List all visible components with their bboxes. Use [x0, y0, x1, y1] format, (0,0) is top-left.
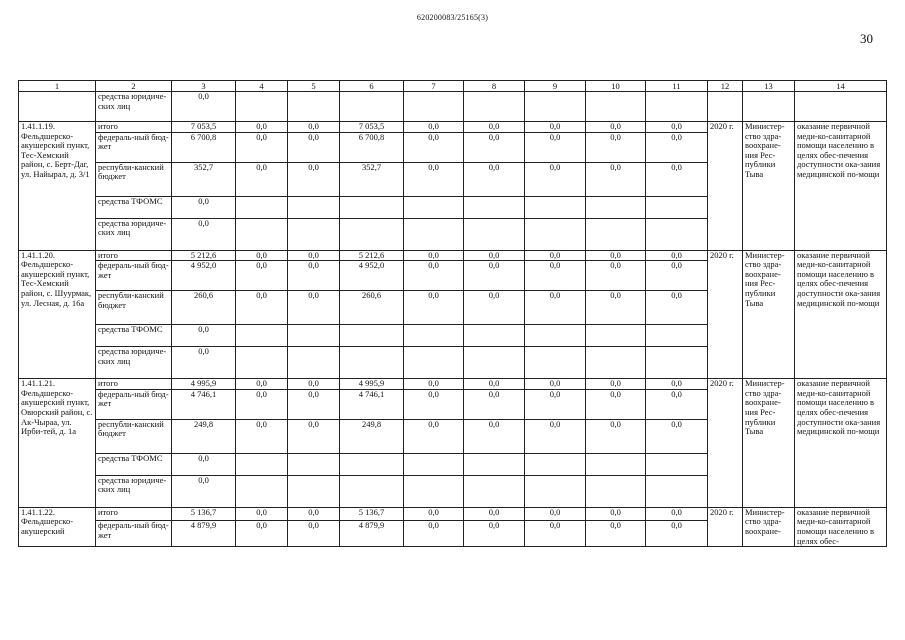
- document-id: 620200083/25165(3): [416, 13, 489, 22]
- amount-cell: 5 136,7: [340, 507, 404, 521]
- empty-cell: [236, 453, 288, 475]
- facility-name: 1.41.1.21. Фельдшерско-акушерский пункт, Овюрский район, с. Ак-Чыраа, ул. Ирби-тей, д. 1а: [19, 379, 96, 508]
- amount-cell: 352,7: [340, 162, 404, 196]
- amount-cell: 0,0: [288, 261, 340, 291]
- amount-cell: 0,0: [464, 507, 525, 521]
- amount-cell: 0,0: [172, 196, 236, 218]
- amount-cell: 260,6: [340, 291, 404, 325]
- facility-name: 1.41.1.19. Фельдшерско-акушерский пункт, Тес-Хемский район, с. Берт-Даг, ул. Найырал, д. 3/1: [19, 122, 96, 251]
- amount-cell: 0,0: [586, 291, 646, 325]
- amount-cell: 0,0: [646, 419, 708, 453]
- amount-cell: 0,0: [288, 250, 340, 261]
- amount-cell: 0,0: [646, 261, 708, 291]
- source-label: итого: [96, 507, 172, 521]
- amount-cell: 0,0: [404, 419, 464, 453]
- amount-cell: 4 746,1: [172, 389, 236, 419]
- amount-cell: 0,0: [464, 389, 525, 419]
- empty-cell: [340, 218, 404, 250]
- amount-cell: 0,0: [236, 291, 288, 325]
- amount-cell: 0,0: [464, 132, 525, 162]
- empty-cell: [340, 196, 404, 218]
- amount-cell: 0,0: [404, 507, 464, 521]
- amount-cell: 0,0: [236, 122, 288, 133]
- year-cell: 2020 г.: [708, 122, 743, 251]
- amount-cell: 0,0: [525, 132, 586, 162]
- empty-cell: [236, 347, 288, 379]
- amount-cell: 0,0: [288, 122, 340, 133]
- amount-cell: 0,0: [404, 162, 464, 196]
- amount-cell: 0,0: [525, 162, 586, 196]
- empty-cell: [236, 92, 288, 122]
- result-cell: оказание первичной меди-ко-санитарной помощи населению в целях обес-печения доступности ока-зания медицинской по-мощи: [795, 122, 887, 251]
- amount-cell: 5 212,6: [172, 250, 236, 261]
- empty-cell: [525, 453, 586, 475]
- amount-cell: 0,0: [586, 379, 646, 390]
- amount-cell: 4 879,9: [172, 521, 236, 547]
- amount-cell: 6 700,8: [340, 132, 404, 162]
- amount-cell: 0,0: [646, 507, 708, 521]
- amount-cell: 0,0: [646, 379, 708, 390]
- empty-cell: [404, 475, 464, 507]
- source-label: средства ТФОМС: [96, 196, 172, 218]
- column-number: 9: [525, 81, 586, 92]
- empty-cell: [288, 453, 340, 475]
- table-row: [19, 250, 887, 261]
- result-cell: оказание первичной меди-ко-санитарной помощи населению в целях обес-: [795, 507, 887, 546]
- empty-cell: [586, 325, 646, 347]
- column-number: 7: [404, 81, 464, 92]
- source-label: республи-канский бюджет: [96, 419, 172, 453]
- amount-cell: 0,0: [404, 122, 464, 133]
- column-number: 14: [795, 81, 887, 92]
- amount-cell: 0,0: [464, 250, 525, 261]
- empty-cell: [795, 92, 887, 122]
- empty-cell: [708, 92, 743, 122]
- amount-cell: 5 212,6: [340, 250, 404, 261]
- empty-cell: [464, 325, 525, 347]
- empty-cell: [236, 218, 288, 250]
- amount-cell: 4 952,0: [340, 261, 404, 291]
- amount-cell: 0,0: [586, 122, 646, 133]
- amount-cell: 249,8: [172, 419, 236, 453]
- executor-cell: Министер-ство здра-воохране-ния Рес-публики Тыва: [743, 122, 795, 251]
- source-label: итого: [96, 122, 172, 133]
- empty-cell: [340, 475, 404, 507]
- empty-cell: [646, 196, 708, 218]
- amount-cell: 0,0: [586, 389, 646, 419]
- amount-cell: 0,0: [646, 250, 708, 261]
- facility-name: 1.41.1.22. Фельдшерско-акушерский: [19, 507, 96, 546]
- column-number: 12: [708, 81, 743, 92]
- amount-cell: 0,0: [404, 389, 464, 419]
- amount-cell: 0,0: [525, 419, 586, 453]
- amount-cell: 0,0: [586, 250, 646, 261]
- empty-cell: [464, 196, 525, 218]
- empty-cell: [288, 347, 340, 379]
- empty-cell: [464, 453, 525, 475]
- empty-cell: [404, 218, 464, 250]
- amount-cell: 0,0: [172, 218, 236, 250]
- source-label: средства юридиче-ских лиц: [96, 475, 172, 507]
- empty-cell: [586, 92, 646, 122]
- amount-cell: 0,0: [236, 521, 288, 547]
- amount-cell: 0,0: [236, 132, 288, 162]
- amount-cell: 0,0: [646, 162, 708, 196]
- column-number: 5: [288, 81, 340, 92]
- amount-cell: 0,0: [404, 261, 464, 291]
- amount-cell: 0,0: [525, 507, 586, 521]
- amount-cell: 0,0: [288, 132, 340, 162]
- source-label: федераль-ный бюд-жет: [96, 521, 172, 547]
- amount-cell: 0,0: [236, 419, 288, 453]
- empty-cell: [646, 453, 708, 475]
- source-label: итого: [96, 250, 172, 261]
- empty-cell: [288, 475, 340, 507]
- empty-cell: [586, 347, 646, 379]
- source-label: федераль-ный бюд-жет: [96, 389, 172, 419]
- empty-cell: [464, 218, 525, 250]
- empty-cell: [404, 325, 464, 347]
- amount-cell: 4 879,9: [340, 521, 404, 547]
- empty-cell: [404, 453, 464, 475]
- amount-cell: 0,0: [172, 325, 236, 347]
- amount-cell: 0,0: [646, 389, 708, 419]
- amount-cell: 0,0: [288, 162, 340, 196]
- source-label: республи-канский бюджет: [96, 162, 172, 196]
- source-label: средства ТФОМС: [96, 325, 172, 347]
- column-number: 4: [236, 81, 288, 92]
- source-label: федераль-ный бюд-жет: [96, 132, 172, 162]
- amount-cell: 0,0: [172, 347, 236, 379]
- table-row: [19, 92, 887, 122]
- year-cell: 2020 г.: [708, 507, 743, 546]
- amount-cell: 0,0: [586, 419, 646, 453]
- amount-cell: 249,8: [340, 419, 404, 453]
- empty-cell: [525, 475, 586, 507]
- column-number: 11: [646, 81, 708, 92]
- amount-cell: 4 995,9: [340, 379, 404, 390]
- amount-cell: 0,0: [525, 389, 586, 419]
- empty-cell: [525, 347, 586, 379]
- amount-cell: 7 053,5: [340, 122, 404, 133]
- amount-cell: 0,0: [586, 521, 646, 547]
- amount-cell: 0,0: [288, 419, 340, 453]
- amount-cell: 0,0: [288, 389, 340, 419]
- amount-cell: 0,0: [172, 475, 236, 507]
- amount-cell: 0,0: [464, 162, 525, 196]
- empty-cell: [646, 347, 708, 379]
- column-number: 1: [19, 81, 96, 92]
- empty-cell: [340, 325, 404, 347]
- amount-cell: 0,0: [172, 453, 236, 475]
- column-number: 13: [743, 81, 795, 92]
- amount-cell: 4 746,1: [340, 389, 404, 419]
- amount-cell: 0,0: [288, 521, 340, 547]
- amount-cell: 0,0: [172, 92, 236, 122]
- column-number: 2: [96, 81, 172, 92]
- amount-cell: 0,0: [236, 162, 288, 196]
- empty-cell: [288, 196, 340, 218]
- empty-cell: [288, 92, 340, 122]
- table-row: [19, 507, 887, 521]
- table-row: [19, 122, 887, 133]
- empty-cell: [646, 92, 708, 122]
- source-label: итого: [96, 379, 172, 390]
- empty-cell: [340, 347, 404, 379]
- column-number: 6: [340, 81, 404, 92]
- amount-cell: 0,0: [404, 379, 464, 390]
- amount-cell: 0,0: [646, 521, 708, 547]
- amount-cell: 0,0: [586, 132, 646, 162]
- amount-cell: 4 952,0: [172, 261, 236, 291]
- empty-cell: [525, 196, 586, 218]
- amount-cell: 0,0: [288, 379, 340, 390]
- empty-cell: [525, 92, 586, 122]
- source-label: средства юридиче-ских лиц: [96, 218, 172, 250]
- source-label: средства юридиче-ских лиц: [96, 347, 172, 379]
- amount-cell: 0,0: [236, 250, 288, 261]
- amount-cell: 0,0: [525, 379, 586, 390]
- empty-cell: [464, 475, 525, 507]
- facility-name: 1.41.1.20. Фельдшерско-акушерский пункт, Тес-Хемский район, с. Шуурмак, ул. Лесная, д. 16а: [19, 250, 96, 379]
- amount-cell: 0,0: [646, 132, 708, 162]
- empty-cell: [404, 196, 464, 218]
- amount-cell: 0,0: [525, 291, 586, 325]
- empty-cell: [464, 347, 525, 379]
- amount-cell: 0,0: [646, 291, 708, 325]
- amount-cell: 0,0: [404, 291, 464, 325]
- amount-cell: 0,0: [525, 521, 586, 547]
- amount-cell: 5 136,7: [172, 507, 236, 521]
- amount-cell: 0,0: [236, 261, 288, 291]
- amount-cell: 0,0: [404, 132, 464, 162]
- empty-cell: [340, 92, 404, 122]
- executor-cell: Министер-ство здра-воохране-ния Рес-публики Тыва: [743, 379, 795, 508]
- empty-cell: [646, 218, 708, 250]
- name-cell: [19, 92, 96, 122]
- empty-cell: [586, 218, 646, 250]
- empty-cell: [464, 92, 525, 122]
- amount-cell: 0,0: [586, 261, 646, 291]
- amount-cell: 0,0: [404, 250, 464, 261]
- empty-cell: [586, 453, 646, 475]
- empty-cell: [586, 196, 646, 218]
- empty-cell: [525, 218, 586, 250]
- amount-cell: 0,0: [464, 521, 525, 547]
- column-number: 8: [464, 81, 525, 92]
- executor-cell: Министер-ство здра-воохране-: [743, 507, 795, 546]
- amount-cell: 352,7: [172, 162, 236, 196]
- amount-cell: 0,0: [236, 507, 288, 521]
- table-row: [19, 379, 887, 390]
- empty-cell: [586, 475, 646, 507]
- amount-cell: 0,0: [288, 507, 340, 521]
- empty-cell: [743, 92, 795, 122]
- empty-cell: [340, 453, 404, 475]
- amount-cell: 260,6: [172, 291, 236, 325]
- empty-cell: [236, 475, 288, 507]
- empty-cell: [288, 218, 340, 250]
- amount-cell: 0,0: [464, 291, 525, 325]
- empty-cell: [236, 196, 288, 218]
- amount-cell: 0,0: [236, 389, 288, 419]
- amount-cell: 0,0: [288, 291, 340, 325]
- source-label: республи-канский бюджет: [96, 291, 172, 325]
- amount-cell: 7 053,5: [172, 122, 236, 133]
- column-number: 10: [586, 81, 646, 92]
- amount-cell: 0,0: [586, 162, 646, 196]
- empty-cell: [288, 325, 340, 347]
- empty-cell: [404, 347, 464, 379]
- year-cell: 2020 г.: [708, 379, 743, 508]
- amount-cell: 0,0: [525, 250, 586, 261]
- result-cell: оказание первичной меди-ко-санитарной помощи населению в целях обес-печения доступности ока-зания медицинской по-мощи: [795, 379, 887, 508]
- column-number: 3: [172, 81, 236, 92]
- amount-cell: 0,0: [525, 261, 586, 291]
- result-cell: оказание первичной меди-ко-санитарной помощи населению в целях обес-печения доступности ока-зания медицинской по-мощи: [795, 250, 887, 379]
- empty-cell: [525, 325, 586, 347]
- year-cell: 2020 г.: [708, 250, 743, 379]
- column-number-row: [19, 81, 887, 92]
- amount-cell: 0,0: [586, 507, 646, 521]
- budget-table: [18, 80, 887, 547]
- source-label: федераль-ный бюд-жет: [96, 261, 172, 291]
- empty-cell: [404, 92, 464, 122]
- source-label: средства юридиче-ских лиц: [96, 92, 172, 122]
- amount-cell: 0,0: [464, 379, 525, 390]
- empty-cell: [236, 325, 288, 347]
- page-number: 30: [860, 31, 873, 46]
- executor-cell: Министер-ство здра-воохране-ния Рес-публики Тыва: [743, 250, 795, 379]
- amount-cell: 4 995,9: [172, 379, 236, 390]
- amount-cell: 0,0: [464, 261, 525, 291]
- source-label: средства ТФОМС: [96, 453, 172, 475]
- amount-cell: 6 700,8: [172, 132, 236, 162]
- empty-cell: [646, 325, 708, 347]
- amount-cell: 0,0: [404, 521, 464, 547]
- amount-cell: 0,0: [464, 419, 525, 453]
- amount-cell: 0,0: [236, 379, 288, 390]
- amount-cell: 0,0: [525, 122, 586, 133]
- amount-cell: 0,0: [646, 122, 708, 133]
- amount-cell: 0,0: [464, 122, 525, 133]
- empty-cell: [646, 475, 708, 507]
